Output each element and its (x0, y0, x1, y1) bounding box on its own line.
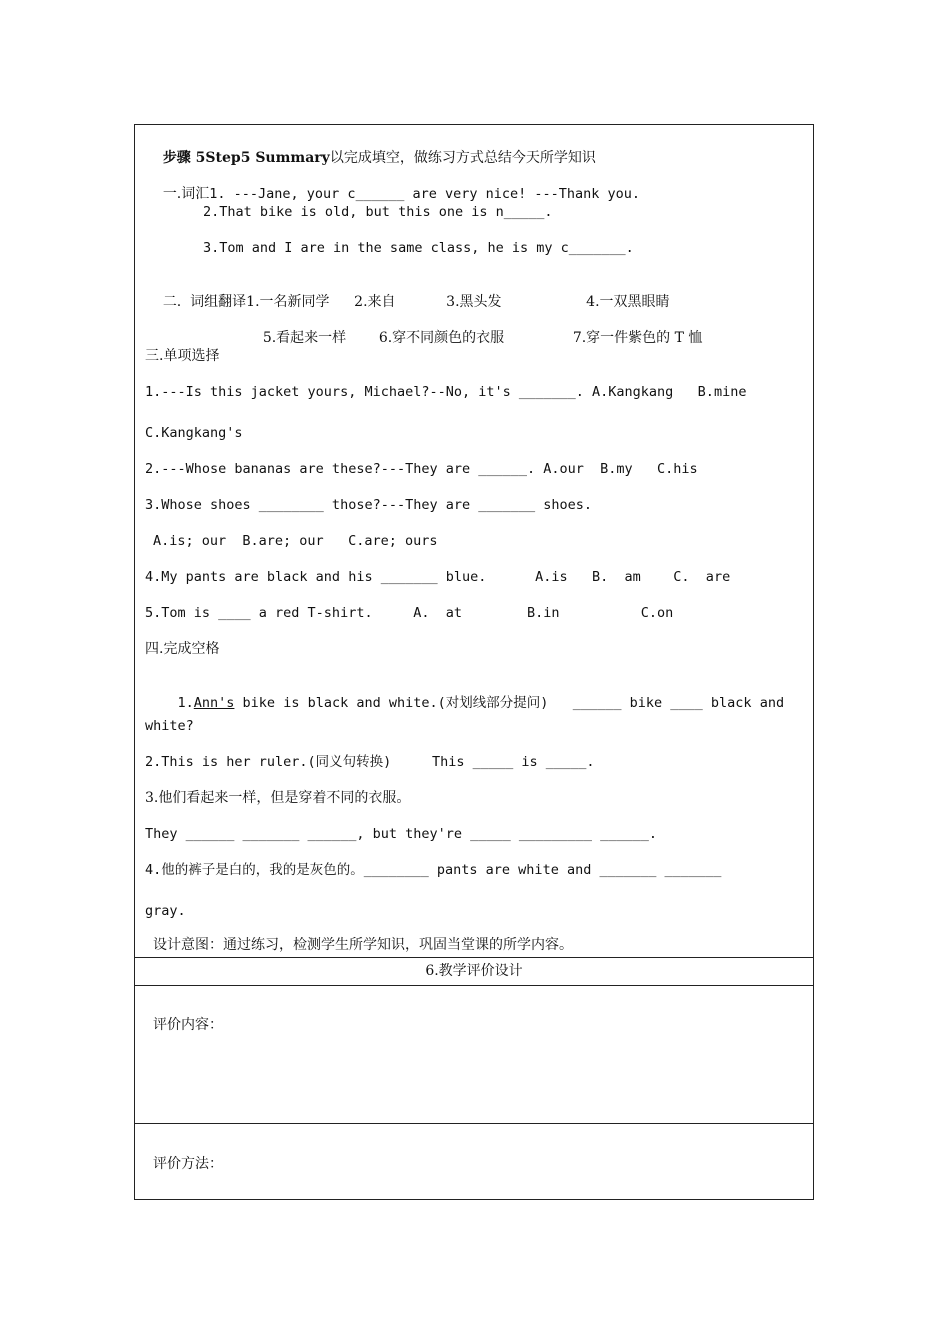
section5-heading-bold: 步骤 5Step5 Summary (162, 150, 330, 166)
cloze-q3-answer: They ______ _______ ______, but they're _____ _________ ______. (145, 826, 658, 842)
vocab-label: 一.词汇 (162, 186, 210, 202)
cloze-q1-underlined: Ann's (193, 695, 235, 711)
phrase-3: 3.黑头发 (446, 294, 502, 310)
choice-q3-options: A.is; our B.are; our C.are; ours (153, 533, 438, 549)
cloze-q2: 2.This is her ruler.(同义句转换) This _____ is _____. (145, 754, 595, 770)
cloze-q1-cont: white? (145, 718, 194, 734)
cloze-q4-cont: gray. (145, 903, 186, 919)
phrase-7: 7.穿一件紫色的 T 恤 (572, 330, 703, 346)
phrase-5: 5.看起来一样 (262, 330, 347, 346)
choice-label: 三.单项选择 (145, 348, 220, 364)
choice-q5: 5.Tom is ____ a red T-shirt. A. at B.in C.on (145, 605, 674, 621)
vocab-q3: 3.Tom and I are in the same class, he is my c_______. (203, 240, 634, 256)
evaluation-method-label: 评价方法： (153, 1156, 223, 1172)
divider (135, 1123, 813, 1124)
vocab-q1: 1. ---Jane, your c______ are very nice! ---Thank you. (209, 186, 641, 202)
section6-title: 6.教学评价设计 (425, 963, 523, 979)
phrase-6: 6.穿不同颜色的衣服 (378, 330, 505, 346)
vocab-q2: 2.That bike is old, but this one is n_____. (203, 204, 553, 220)
choice-q3: 3.Whose shoes ________ those?---They are _______ shoes. (145, 497, 593, 513)
choice-q1-cont: C.Kangkang's (145, 425, 243, 441)
cloze-q1-number: 1. (177, 695, 194, 711)
cloze-label: 四.完成空格 (145, 641, 220, 657)
cloze-q1 (145, 676, 784, 730)
phrase-1: 1.一名新同学 (246, 294, 330, 310)
phrase-4: 4.一双黑眼睛 (586, 294, 670, 310)
phrases-label: 二. 词组翻译 (162, 294, 247, 310)
choice-q1: 1.---Is this jacket yours, Michael?--No, it's _______. A.Kangkang B.mine (145, 384, 747, 400)
phrase-2: 2.来自 (354, 294, 396, 310)
phrases-row-2 (245, 311, 702, 365)
divider (135, 957, 813, 958)
cloze-q3: 3.他们看起来一样，但是穿着不同的衣服。 (145, 790, 411, 806)
choice-q4: 4.My pants are black and his _______ blue. A.is B. am C. are (145, 569, 731, 585)
design-intent: 设计意图：通过练习，检测学生所学知识，巩固当堂课的所学内容。 (153, 937, 573, 953)
cloze-q1-rest: bike is black and white.(对划线部分提问) ______ bike ____ black and (234, 695, 785, 711)
cloze-q4: 4.他的裤子是白的，我的是灰色的。________ pants are white and _______ _______ (145, 862, 722, 878)
section5-heading-rest: 以完成填空，做练习方式总结今天所学知识 (329, 150, 596, 166)
evaluation-content-label: 评价内容： (153, 1017, 223, 1033)
divider (135, 985, 813, 986)
lesson-plan-table (134, 124, 814, 1200)
choice-q2: 2.---Whose bananas are these?---They are ______. A.our B.my C.his (145, 461, 698, 477)
